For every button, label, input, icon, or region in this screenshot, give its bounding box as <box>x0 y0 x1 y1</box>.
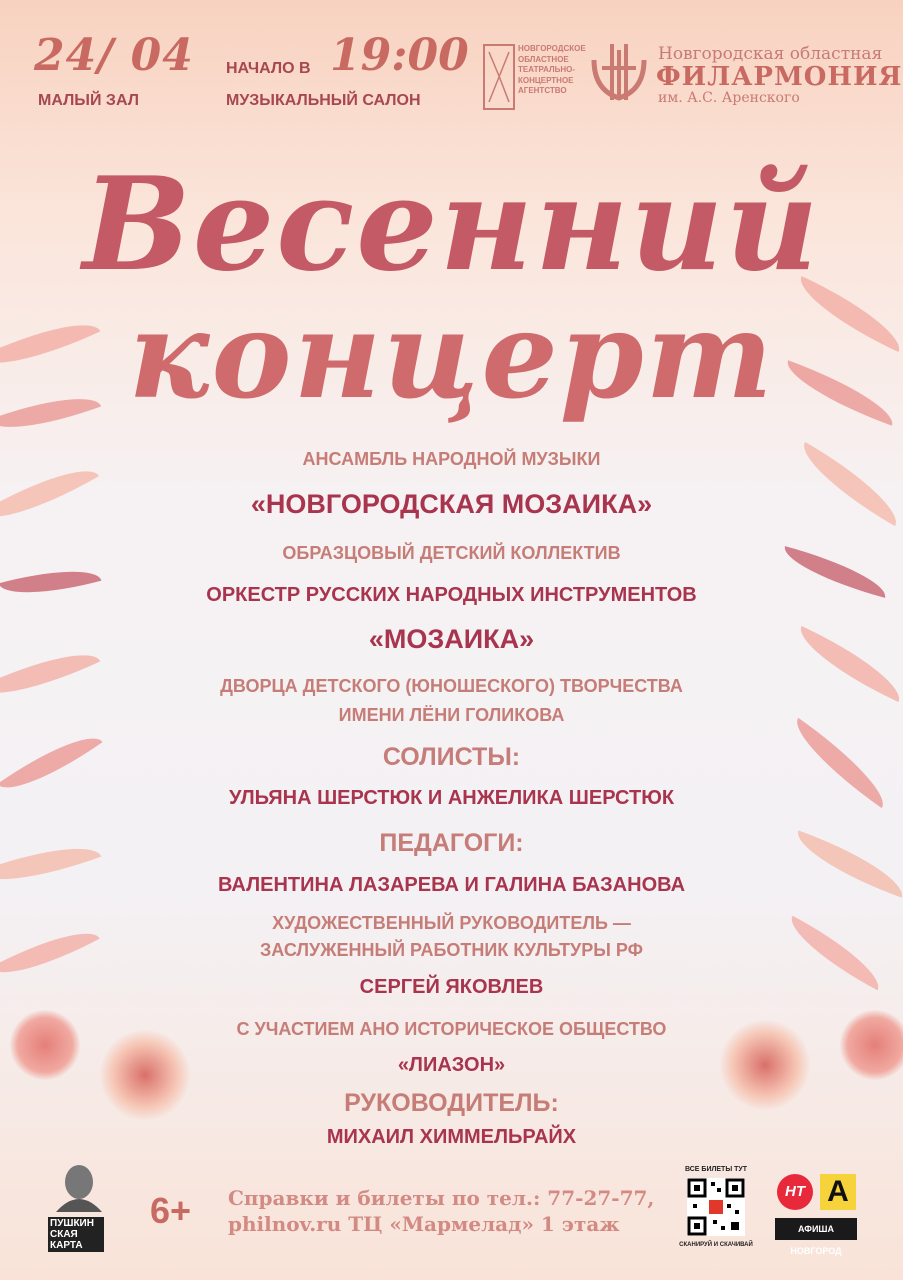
program-line: ЗАСЛУЖЕННЫЙ РАБОТНИК КУЛЬТУРЫ РФ <box>260 940 643 960</box>
pushkin-card-logo <box>48 1162 110 1251</box>
start-label: НАЧАЛО В <box>226 60 311 77</box>
program-line: ХУДОЖЕСТВЕННЫЙ РУКОВОДИТЕЛЬ — <box>272 913 631 933</box>
qr-caption-top: ВСЕ БИЛЕТЫ ТУТ <box>684 1166 748 1173</box>
program-line: СЕРГЕЙ ЯКОВЛЕВ <box>359 976 544 998</box>
start-time: 19:00 <box>330 30 469 81</box>
age-rating: 6+ <box>150 1190 192 1231</box>
program-line: ОРКЕСТР РУССКИХ НАРОДНЫХ ИНСТРУМЕНТОВ <box>206 584 697 606</box>
qr-code[interactable] <box>687 1178 745 1236</box>
poster-title-line1: Весенний <box>82 150 821 300</box>
agency-name: НОВГОРОДСКОЕ ОБЛАСТНОЕ ТЕАТРАЛЬНО- КОНЦЕРТНОЕ АГЕНТСТВО <box>518 44 586 95</box>
program-heading: РУКОВОДИТЕЛЬ: <box>344 1089 559 1117</box>
program-line: ОБРАЗЦОВЫЙ ДЕТСКИЙ КОЛЛЕКТИВ <box>282 543 621 563</box>
philharmonic-patron: им. А.С. Аренского <box>658 90 800 106</box>
program-line: АНСАМБЛЬ НАРОДНОЙ МУЗЫКИ <box>302 449 601 469</box>
agency-logo-icon <box>483 44 515 110</box>
pushkin-card-text: ПУШКИН СКАЯ КАРТА <box>48 1217 104 1252</box>
program-line: ИМЕНИ ЛЁНИ ГОЛИКОВА <box>338 705 565 725</box>
program-line: «МОЗАИКА» <box>368 624 535 654</box>
program-line: ДВОРЦА ДЕТСКОГО (ЮНОШЕСКОГО) ТВОРЧЕСТВА <box>220 676 683 696</box>
philharmonic-logo-icon <box>588 40 650 106</box>
philharmonic-name: ФИЛАРМОНИЯ <box>656 62 903 92</box>
afisha-logo: АФИША НОВГОРОД <box>775 1218 857 1240</box>
poster-title-line2: концерт <box>128 285 775 426</box>
contacts-phone: Справки и билеты по тел.: 77-27-77, <box>228 1186 655 1210</box>
program-line: УЛЬЯНА ШЕРСТЮК И АНЖЕЛИКА ШЕРСТЮК <box>228 787 675 809</box>
program-line: МИХАИЛ ХИММЕЛЬРАЙХ <box>326 1126 577 1148</box>
program-line: «НОВГОРОДСКАЯ МОЗАИКА» <box>250 489 653 519</box>
program-line: ВАЛЕНТИНА ЛАЗАРЕВА И ГАЛИНА БАЗАНОВА <box>217 874 686 896</box>
a-logo: А <box>820 1174 856 1210</box>
program-line: «ЛИАЗОН» <box>397 1054 506 1076</box>
nt-logo: НТ <box>777 1174 813 1210</box>
event-hall: МАЛЫЙ ЗАЛ <box>38 92 139 109</box>
venue-name: МУЗЫКАЛЬНЫЙ САЛОН <box>226 92 421 109</box>
philharmonic-region: Новгородская областная <box>658 44 883 64</box>
contacts-site: philnov.ru ТЦ «Мармелад» 1 этаж <box>228 1212 620 1236</box>
event-date: 24/ 04 <box>34 30 194 81</box>
program-line: С УЧАСТИЕМ АНО ИСТОРИЧЕСКОЕ ОБЩЕСТВО <box>236 1019 667 1039</box>
qr-caption-bottom: СКАНИРУЙ И СКАЧИВАЙ <box>679 1242 753 1248</box>
program-heading: СОЛИСТЫ: <box>382 743 521 771</box>
program-heading: ПЕДАГОГИ: <box>379 829 524 857</box>
